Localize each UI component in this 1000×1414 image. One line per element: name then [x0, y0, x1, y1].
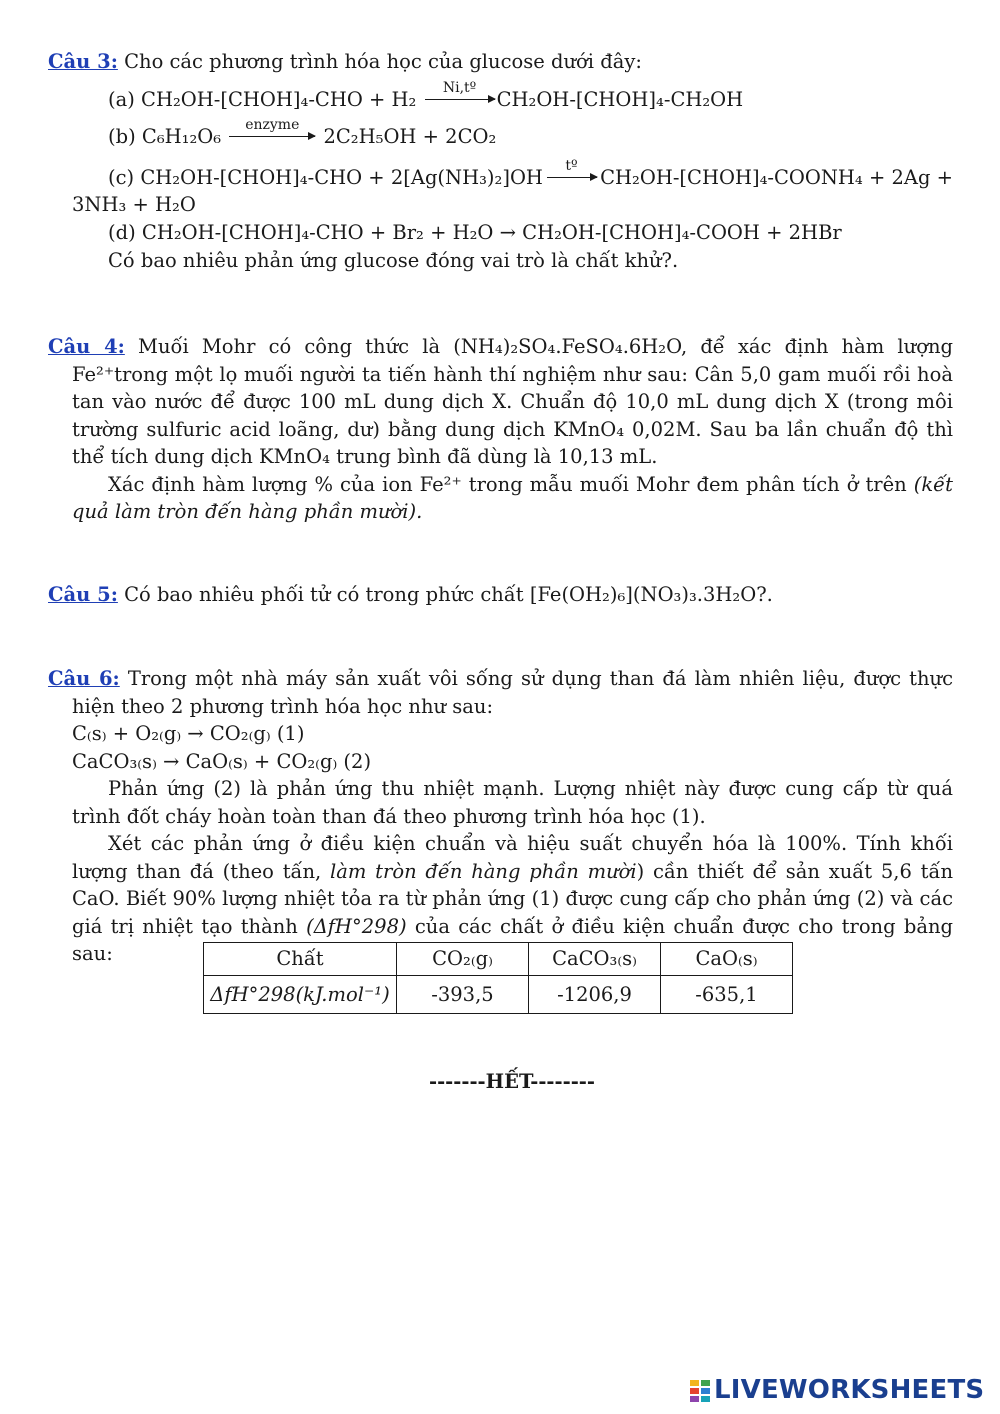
question-3: [48, 48, 953, 275]
equation-b: [48, 117, 953, 151]
equation-a-right: CH₂OH-[CHOH]₄-CH₂OH: [496, 87, 744, 111]
table-cell: -1206,9: [529, 976, 661, 1014]
question-4-paragraph-1: [48, 333, 953, 471]
question-4: [48, 333, 953, 526]
question-3-prompt: Có bao nhiêu phản ứng glucose đóng vai trò là chất khử?.: [108, 249, 679, 272]
question-6-text-c: của các chất ở điều kiện chuẩn được cho trong bảng sau:: [72, 914, 954, 965]
question-6-intro-text: Trong một nhà máy sản xuất vôi sống sử dụng than đá làm nhiên liệu, được thực hiện theo 2 phương trình hóa học như sau:: [72, 667, 953, 718]
equation-b-right: 2C₂H₅OH + 2CO₂: [323, 125, 497, 148]
liveworksheets-logo: [690, 1376, 984, 1406]
arrow-condition: enzyme: [245, 117, 300, 133]
question-6-label: Câu 6:: [48, 667, 120, 690]
question-4-paragraph-2: [48, 471, 953, 526]
table-header: CaO₍s₎: [661, 943, 793, 976]
arrow-condition: tº: [565, 157, 578, 174]
equation-c-continued: 3NH₃ + H₂O: [72, 193, 196, 216]
question-4-rounding-note: (kết quả làm tròn đến hàng phần mười).: [72, 472, 953, 523]
equation-b-left: (b) C₆H₁₂O₆: [108, 125, 222, 148]
equation-1: C₍s₎ + O₂₍g₎ → CO₂₍g₎ (1): [72, 722, 305, 745]
question-3-label: Câu 3:: [48, 50, 118, 73]
logo-icon: [690, 1380, 710, 1402]
table-header-row: [204, 943, 793, 976]
question-6-text-b: ) cần thiết để sản xuất 5,6 tấn CaO. Biết 90% lượng nhiệt tỏa ra từ phản ứng (1) được cung cấp cho phản ứng (2) và các giá trị nhiệt tạo thành: [72, 859, 953, 938]
question-6-rounding-note: làm tròn đến hàng phần mười: [330, 859, 637, 883]
reaction-arrow: [229, 117, 315, 137]
arrow-condition: Ni,tº: [442, 79, 477, 96]
reaction-arrow: [425, 79, 495, 100]
question-5-label: Câu 5:: [48, 583, 118, 606]
enthalpy-symbol: (ΔfH°298): [306, 914, 407, 938]
reaction-arrow: [547, 157, 597, 178]
table-header: Chất: [204, 943, 397, 976]
question-4-prompt: Xác định hàm lượng % của ion Fe²⁺ trong mẫu muối Mohr đem phân tích ở trên: [108, 472, 907, 496]
enthalpy-table: [203, 942, 793, 1014]
table-row-label: [204, 976, 397, 1014]
table-header: CaCO₃₍s₎: [529, 943, 661, 976]
table-header: CO₂₍g₎: [397, 943, 529, 976]
logo-text: LIVEWORKSHEETS: [714, 1375, 985, 1406]
question-5-text: Có bao nhiêu phối tử có trong phức chất [Fe(OH₂)₆](NO₃)₃.3H₂O?.: [124, 583, 773, 606]
equation-a: [48, 79, 953, 114]
equation-2: CaCO₃₍s₎ → CaO₍s₎ + CO₂₍g₎ (2): [72, 749, 372, 773]
question-6-intro: [48, 665, 953, 720]
question-4-label: Câu 4:: [48, 335, 125, 358]
question-6: [48, 665, 953, 968]
equation-c-left: (c) CH₂OH-[CHOH]₄-CHO + 2[Ag(NH₃)₂]OH: [108, 165, 543, 189]
question-5: [48, 581, 953, 609]
question-6-text-a: Xét các phản ứng ở điều kiện chuẩn và hiệu suất chuyển hóa là 100%. Tính khối lượng than đá (theo tấn,: [72, 832, 953, 883]
table-row: [204, 976, 793, 1014]
question-3-intro: Cho các phương trình hóa học của glucose dưới đây:: [124, 50, 642, 73]
equation-c: [48, 157, 953, 192]
question-4-text: Muối Mohr có công thức là (NH₄)₂SO₄.FeSO₄.6H₂O, để xác định hàm lượng Fe²⁺trong một lọ muối người ta tiến hành thí nghiệm như sau: Cân 5,0 gam muối rồi hoà tan vào nước để được 100 mL dung dịch X. Chuẩn độ 10,0 mL dung dịch X (trong môi trường sulfuric acid loãng, dư) bằng dung dịch KMnO₄ 0,02M. Sau ba lần chuẩn độ thì thể tích dung dịch KMnO₄ trung bình đã dùng là 10,13 mL.: [72, 335, 954, 468]
table-cell: -635,1: [661, 976, 793, 1014]
equation-a-left: (a) CH₂OH-[CHOH]₄-CHO + H₂: [108, 87, 417, 111]
question-6-paragraph-1: Phản ứng (2) là phản ứng thu nhiệt mạnh. Lượng nhiệt này được cung cấp từ quá trình đốt cháy hoàn toàn than đá theo phương trình hóa học (1).: [72, 777, 953, 828]
table-cell: -393,5: [397, 976, 529, 1014]
enthalpy-row-label: ΔfH°298(kJ.mol⁻¹): [210, 982, 390, 1006]
equation-c-right: CH₂OH-[CHOH]₄-COONH₄ + 2Ag +: [600, 165, 953, 189]
equation-d: (d) CH₂OH-[CHOH]₄-CHO + Br₂ + H₂O → CH₂OH-[CHOH]₄-COOH + 2HBr: [108, 220, 842, 244]
end-marker: -------HẾT--------: [429, 1070, 595, 1093]
